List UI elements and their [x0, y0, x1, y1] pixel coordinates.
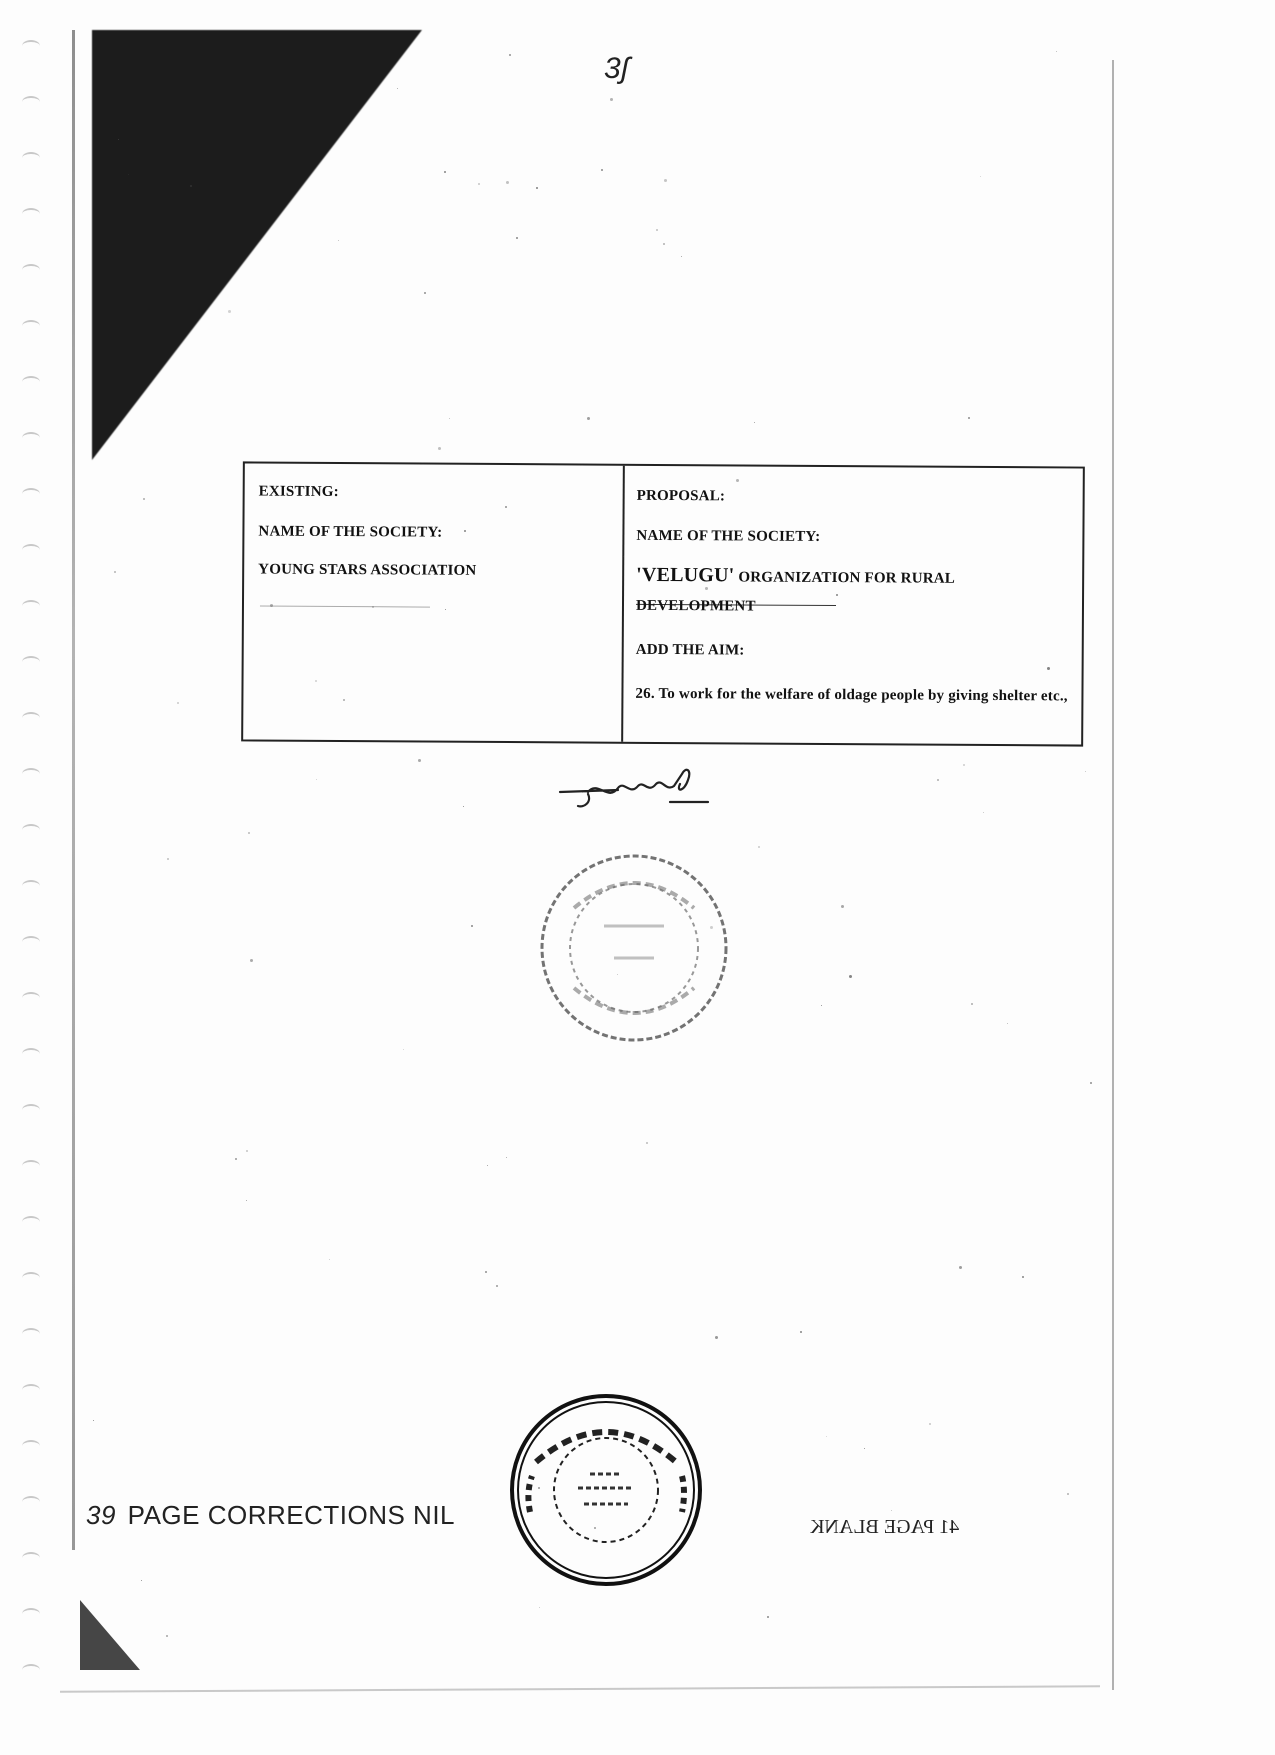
binding-hole [22, 1440, 40, 1452]
binding-hole [22, 1608, 40, 1620]
dark-corner-top-left [92, 30, 422, 460]
scan-speck [128, 174, 129, 175]
binding-hole [22, 488, 40, 500]
binding-hole [22, 208, 40, 220]
scan-speck [485, 1271, 487, 1273]
scan-speck [983, 812, 984, 813]
page-code-handwritten: 3ʃ [604, 52, 630, 85]
footer-left-number: 39 [86, 1500, 116, 1530]
binding-hole [22, 712, 40, 724]
proposal-name-value [636, 564, 955, 589]
binding-hole [22, 432, 40, 444]
scan-speck [610, 98, 613, 101]
footer-page-blank-mirrored [810, 1516, 959, 1539]
binding-hole [22, 880, 40, 892]
scan-speck [143, 498, 145, 500]
binding-hole [22, 600, 40, 612]
scan-speck [663, 243, 665, 245]
scan-speck [487, 1165, 488, 1166]
scan-speck [166, 1635, 168, 1637]
scan-speck [800, 1331, 802, 1333]
binding-hole [22, 1104, 40, 1116]
binding-hole [22, 1552, 40, 1564]
scan-speck [496, 1285, 498, 1287]
scan-speck [449, 418, 450, 419]
scan-speck [1056, 51, 1057, 52]
binding-hole [22, 320, 40, 332]
scan-speck [968, 417, 970, 419]
binding-hole [22, 152, 40, 164]
binding-hole [22, 1496, 40, 1508]
binding-hole [22, 768, 40, 780]
binding-hole [22, 264, 40, 276]
scan-speck [444, 171, 446, 173]
scan-speck [141, 1580, 142, 1581]
page-edge-left [72, 30, 75, 1550]
scan-speck [664, 179, 667, 182]
scan-speck [539, 1607, 540, 1608]
binding-hole [22, 96, 40, 108]
binding-holes [18, 40, 48, 1740]
scan-speck [228, 310, 231, 313]
scan-speck [971, 1003, 973, 1005]
binding-hole [22, 1384, 40, 1396]
scan-speck [594, 1527, 596, 1529]
scan-speck [980, 176, 981, 177]
scan-speck [509, 54, 511, 56]
scan-speck [516, 237, 518, 239]
binding-hole [22, 936, 40, 948]
scan-speck [937, 779, 939, 781]
scan-speck [438, 447, 441, 450]
scan-speck [506, 181, 509, 184]
scan-speck [959, 1266, 962, 1269]
footer-right-text: PAGE BLANK [810, 1516, 935, 1538]
scan-speck [681, 256, 682, 257]
scan-speck [250, 959, 253, 962]
scan-speck [246, 1150, 248, 1152]
amendment-table [241, 461, 1085, 746]
association-seal [534, 848, 734, 1048]
binding-hole [22, 1160, 40, 1172]
binding-hole [22, 1328, 40, 1340]
binding-hole [22, 992, 40, 1004]
proposal-name-rest: ORGANIZATION FOR RURAL [738, 569, 956, 587]
scan-speck [826, 1436, 827, 1437]
scan-speck [601, 169, 603, 171]
existing-column [243, 463, 625, 741]
binding-hole [22, 1272, 40, 1284]
scan-speck [536, 187, 538, 189]
scan-speck [758, 846, 760, 848]
binding-hole [22, 1216, 40, 1228]
binding-hole [22, 824, 40, 836]
scan-speck [248, 832, 250, 834]
scan-speck [1022, 1276, 1024, 1278]
scan-speck [849, 975, 852, 978]
aim-text: 26. To work for the welfare of oldage people by giving shelter etc., [635, 685, 1068, 705]
scan-speck [93, 1420, 94, 1421]
scan-speck [754, 422, 755, 423]
binding-hole [22, 1048, 40, 1060]
binding-hole [22, 376, 40, 388]
proposal-column [623, 466, 1083, 745]
scan-speck [646, 1142, 648, 1144]
existing-heading: EXISTING: [258, 483, 339, 501]
faint-underline [260, 606, 430, 608]
scan-speck [177, 702, 179, 704]
scan-speck [891, 1510, 892, 1511]
binding-hole [22, 40, 40, 52]
binding-hole [22, 656, 40, 668]
binding-hole [22, 544, 40, 556]
scan-speck [167, 858, 169, 860]
scan-speck [963, 764, 965, 766]
scan-speck [841, 905, 844, 908]
scan-speck [235, 1158, 237, 1160]
scan-speck [246, 1200, 247, 1201]
scan-speck [1085, 771, 1086, 772]
scan-speck [463, 806, 464, 807]
scan-speck [864, 1448, 865, 1449]
scan-speck [821, 1005, 822, 1006]
page-edge-right [1112, 60, 1114, 1690]
scan-speck [114, 571, 116, 573]
scan-speck [506, 1157, 507, 1158]
scan-speck [329, 1259, 330, 1260]
official-round-seal [506, 1392, 706, 1588]
scan-speck [471, 925, 473, 927]
existing-name-value: YOUNG STARS ASSOCIATION [258, 561, 477, 579]
scan-speck [1007, 1023, 1008, 1024]
scan-speck [617, 974, 618, 975]
binding-hole [22, 1664, 40, 1676]
page-edge-bottom [60, 1685, 1100, 1692]
scan-speck [418, 759, 421, 762]
footer-left-text: PAGE CORRECTIONS NIL [127, 1500, 456, 1530]
scan-speck [316, 779, 317, 780]
existing-name-label: NAME OF THE SOCIETY: [258, 523, 443, 541]
scan-speck [656, 229, 658, 231]
proposal-heading: PROPOSAL: [636, 487, 726, 505]
footer-page-corrections [86, 1500, 455, 1531]
scan-speck [715, 1336, 718, 1339]
scan-speck [1067, 1493, 1069, 1495]
aim-label: ADD THE AIM: [635, 641, 745, 659]
scan-speck [767, 1616, 769, 1618]
scan-speck [478, 183, 480, 185]
proposal-name-line2: DEVELOPMENT [635, 597, 756, 615]
scan-speck [372, 606, 374, 608]
scan-speck [587, 417, 590, 420]
scan-speck [403, 1049, 404, 1050]
proposal-name-label: NAME OF THE SOCIETY: [636, 527, 821, 545]
signature [558, 762, 728, 812]
scan-speck [424, 292, 426, 294]
dark-corner-bottom-left [80, 1600, 140, 1670]
scan-speck [929, 1423, 931, 1425]
velugu-quoted-name: 'VELUGU' [636, 563, 735, 587]
footer-right-number: 41 [939, 1516, 960, 1538]
scan-speck [1090, 1082, 1092, 1084]
